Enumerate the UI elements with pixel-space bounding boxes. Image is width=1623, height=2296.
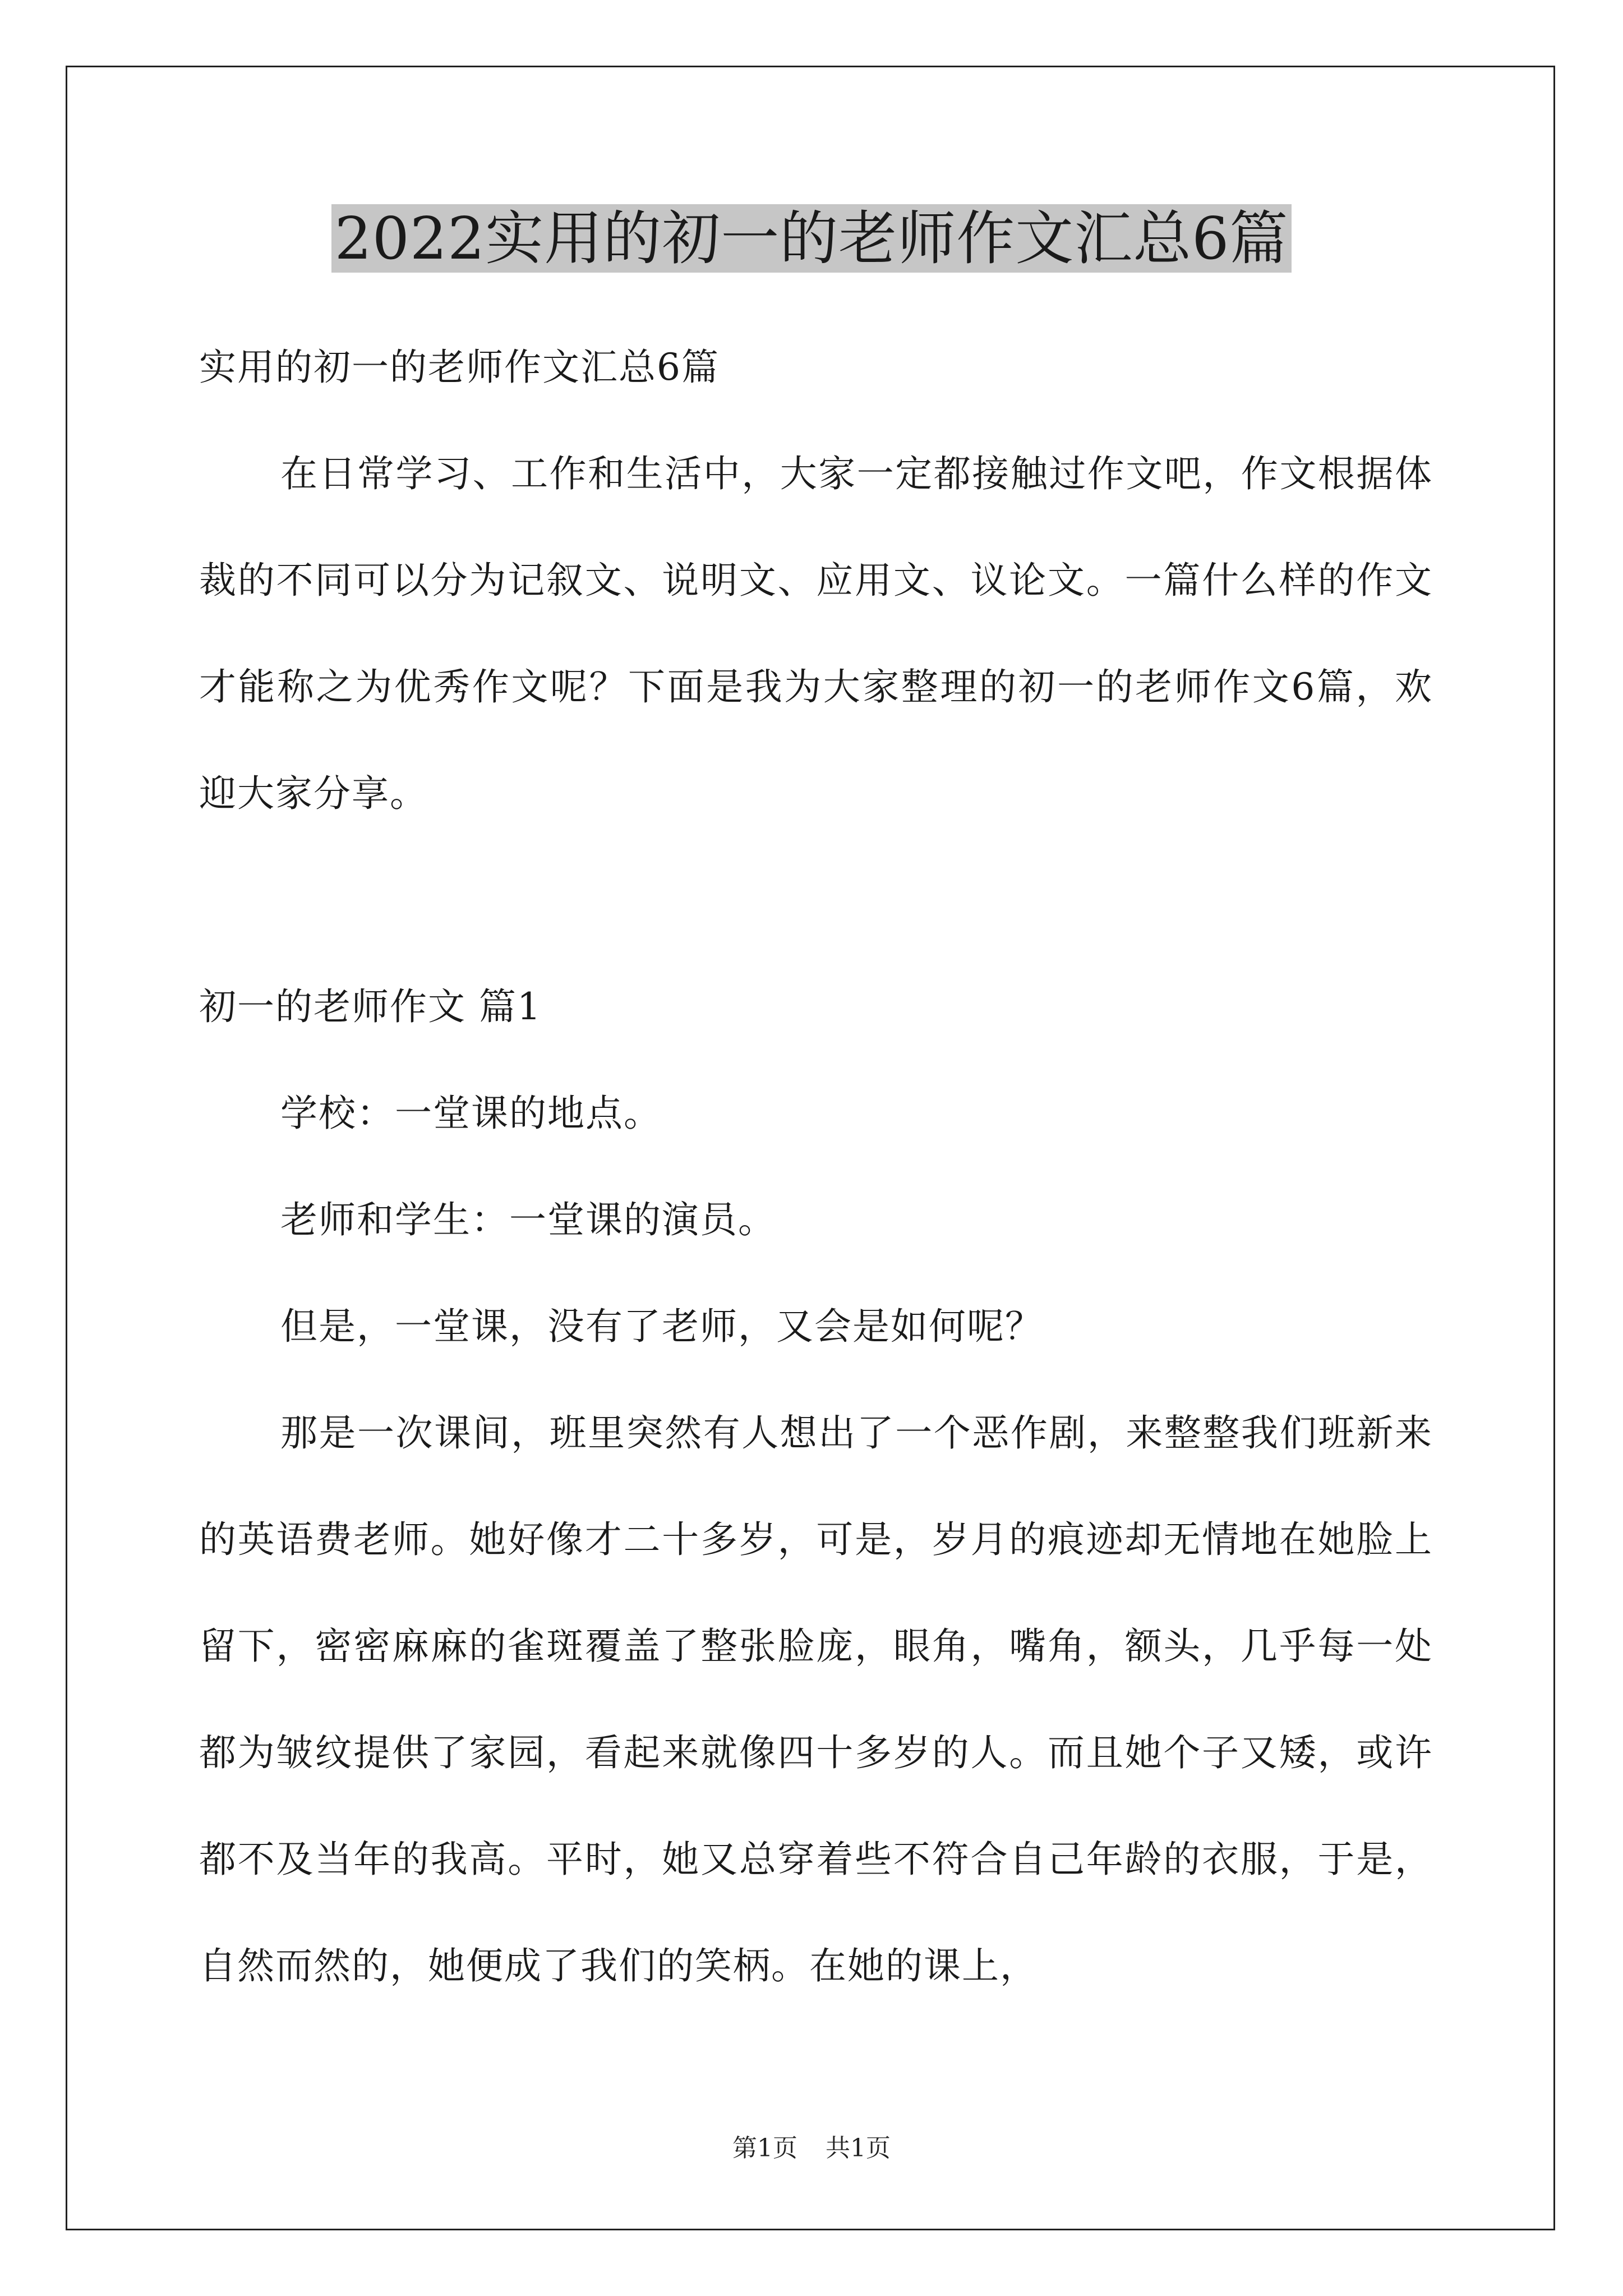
section-spacer (199, 847, 1433, 954)
section-heading: 初一的老师作文 篇1 (199, 985, 542, 1028)
body-paragraph: 老师和学生：一堂课的演员。 (280, 1198, 776, 1241)
body-paragraph: 但是，一堂课，没有了老师，又会是如何呢？ (280, 1305, 1043, 1348)
page-footer (0, 2132, 1623, 2165)
body-paragraph: 学校：一堂课的地点。 (280, 1092, 662, 1135)
document-body (199, 314, 1433, 2019)
document-title-text: 2022实用的初一的老师作文汇总6篇 (331, 204, 1292, 273)
document-subtitle: 实用的初一的老师作文汇总6篇 (199, 346, 720, 389)
page-total: 共1页 (826, 2134, 891, 2162)
page-number: 第1页 (732, 2134, 797, 2162)
intro-paragraph: 在日常学习、工作和生活中，大家一定都接触过作文吧，作文根据体裁的不同可以分为记叙文、说明文、应用文、议论文。一篇什么样的作文才能称之为优秀作文呢？下面是我为大家整理的初一的老师作文6篇，欢迎大家分享。 (199, 452, 1433, 815)
document-title (0, 199, 1623, 278)
body-paragraph: 那是一次课间，班里突然有人想出了一个恶作剧，来整整我们班新来的英语费老师。她好像才二十多岁，可是，岁月的痕迹却无情地在她脸上留下，密密麻麻的雀斑覆盖了整张脸庞，眼角，嘴角，额头，几乎每一处都为皱纹提供了家园，看起来就像四十多岁的人。而且她个子又矮，或许都不及当年的我高。平时，她又总穿着些不符合自己年龄的衣服，于是，自然而然的，她便成了我们的笑柄。在她的课上， (199, 1411, 1433, 1987)
